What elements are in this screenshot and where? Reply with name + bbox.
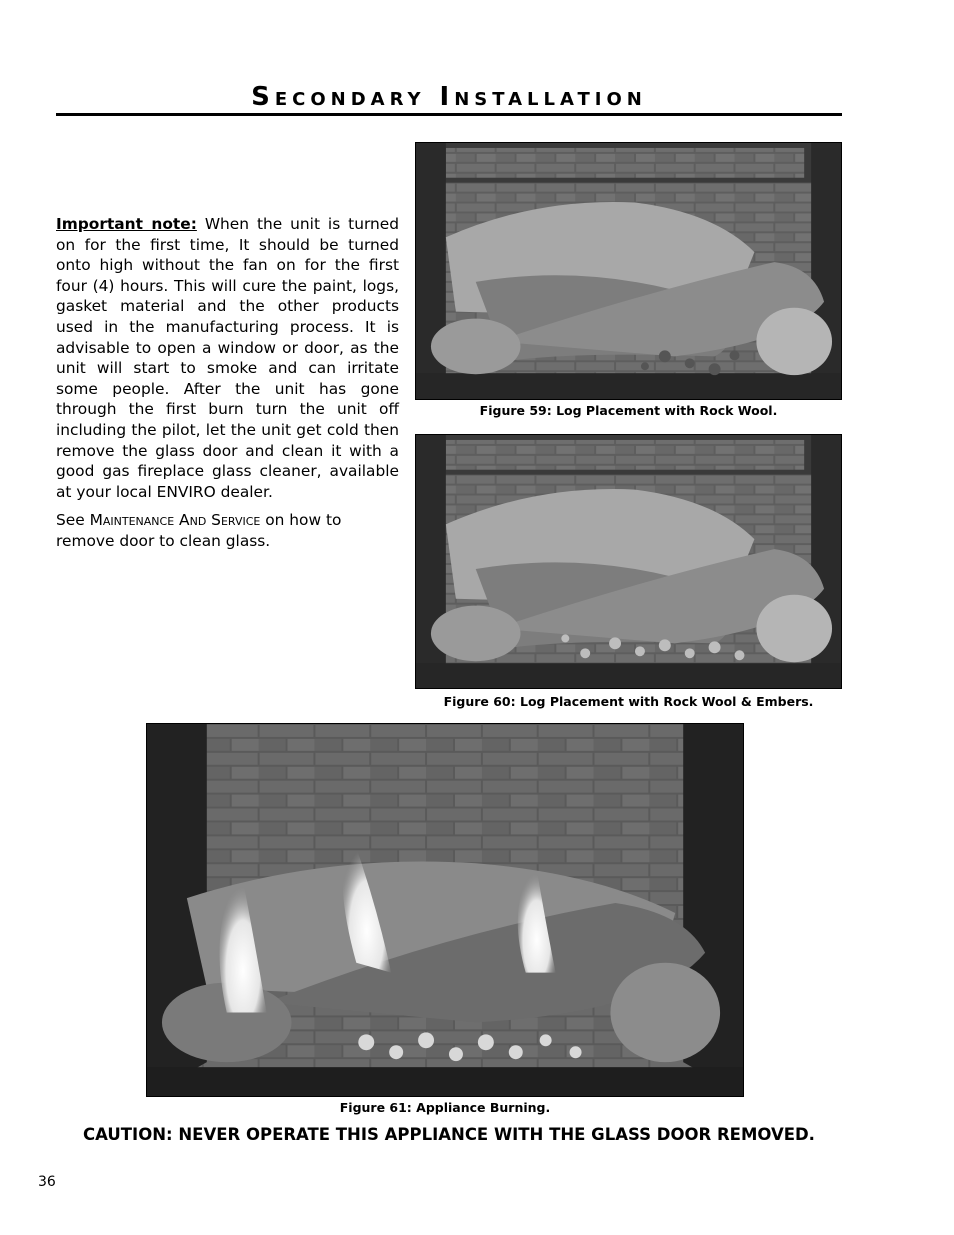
important-note-paragraph [56,214,399,502]
caution-warning: CAUTION: NEVER OPERATE THIS APPLIANCE WITH THE GLASS DOOR REMOVED. [83,1125,815,1144]
figure-59-photo [415,142,842,400]
see-suffix: on how to remove door to clean glass. [56,511,342,550]
maintenance-service-reference: Maintenance And Service [89,511,261,530]
figure-61-caption: Figure 61: Appliance Burning. [339,1100,551,1115]
important-note-text: When the unit is turned on for the first time, It should be turned onto high without the fan on for the first four (4) hours. This will cure the paint, logs, gasket material and the other products used in the manufacturing process. It is advisable to open a window or door, as the unit will start to smoke and can irritate some people. After the unit has gone through the first burn turn the unit off including the pilot, let the unit get cold then remove the glass door and clean it with a good gas fireplace glass cleaner, available at your local ENVIRO dealer. [56,215,399,501]
figure-60-image [416,435,841,688]
page-title: Secondary Installation [251,82,647,112]
page-number: 36 [38,1174,56,1190]
figure-60-caption: Figure 60: Log Placement with Rock Wool & Embers. [443,694,814,709]
important-note-label: Important note: [56,215,197,233]
figure-61-image [147,724,743,1096]
title-rule [56,113,842,116]
figure-61-photo [146,723,744,1097]
body-text [56,214,399,560]
figure-59-caption: Figure 59: Log Placement with Rock Wool. [479,403,778,418]
figure-59-image [416,143,841,399]
see-prefix: See [56,511,90,530]
figure-60-photo [415,434,842,689]
see-paragraph [56,510,399,551]
